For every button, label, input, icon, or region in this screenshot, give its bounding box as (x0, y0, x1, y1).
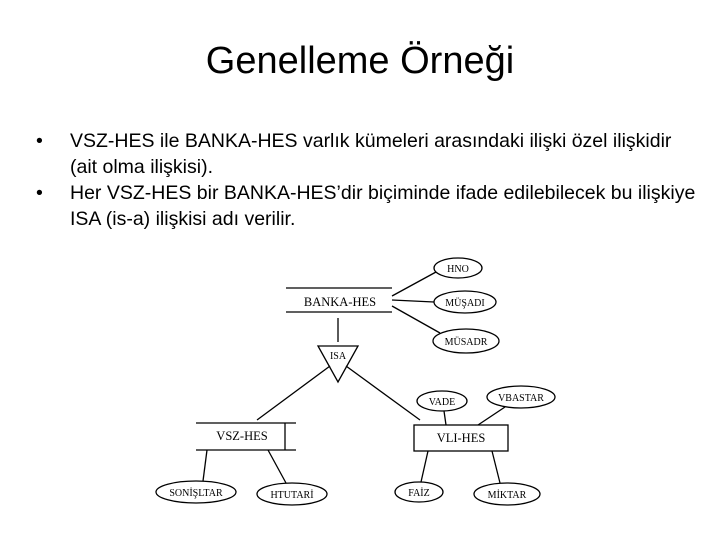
attribute-musadr (433, 329, 499, 353)
attribute-label-musadr: MÜSADR (444, 337, 488, 348)
attribute-label-musadi: MÜŞADI (445, 298, 485, 309)
entity-label-vsz-hes: VSZ-HES (216, 429, 268, 443)
connector-line (421, 451, 428, 482)
attribute-htutari (257, 483, 327, 505)
attribute-hno (434, 258, 482, 278)
isa-triangle (318, 346, 358, 382)
bullet-text: VSZ-HES ile BANKA-HES varlık kümeleri arasındaki ilişki özel ilişkidir (ait olma ilişkisi). (70, 130, 672, 178)
connector-line (268, 450, 286, 483)
connector-line (346, 366, 420, 420)
entity-label-vli-hes: VLI-HES (436, 431, 486, 445)
entity-label-banka-hes: BANKA-HES (303, 295, 377, 309)
attribute-label-sonisltar: SONİŞLTAR (169, 488, 223, 499)
attribute-vade (417, 391, 467, 411)
attribute-vbastar (487, 386, 555, 408)
connector-line (392, 300, 434, 302)
attribute-miktar (474, 483, 540, 505)
bullet-dot: • (36, 130, 43, 152)
attribute-label-miktar: MİKTAR (487, 490, 527, 501)
attribute-label-faiz: FAİZ (408, 488, 430, 499)
entity-banka-hes (286, 288, 392, 312)
attribute-label-vbastar: VBASTAR (498, 393, 544, 404)
bullet-dot: • (36, 182, 43, 204)
attribute-label-hno: HNO (447, 264, 469, 275)
connector-line (444, 411, 446, 425)
connector-line (492, 451, 500, 483)
bullet-text: Her VSZ-HES bir BANKA-HES’dir biçiminde ifade edilebilecek bu ilişkiye ISA (is-a) ilişkisi adı verilir. (70, 182, 696, 230)
entity-vli-hes (414, 425, 508, 451)
attribute-sonisltar (156, 481, 236, 503)
attribute-label-htutari: HTUTARİ (270, 490, 314, 501)
attribute-label-vade: VADE (428, 397, 456, 408)
attribute-musadi (434, 291, 496, 313)
connector-line (478, 407, 505, 425)
attribute-faiz (395, 482, 443, 502)
connector-line (392, 306, 440, 333)
slide-title: Genelleme Örneği (205, 40, 515, 82)
connector-line (203, 450, 207, 481)
connector-line (392, 272, 436, 296)
isa-label: ISA (329, 351, 347, 362)
entity-vsz-hes (196, 423, 296, 450)
connector-line (257, 366, 330, 420)
